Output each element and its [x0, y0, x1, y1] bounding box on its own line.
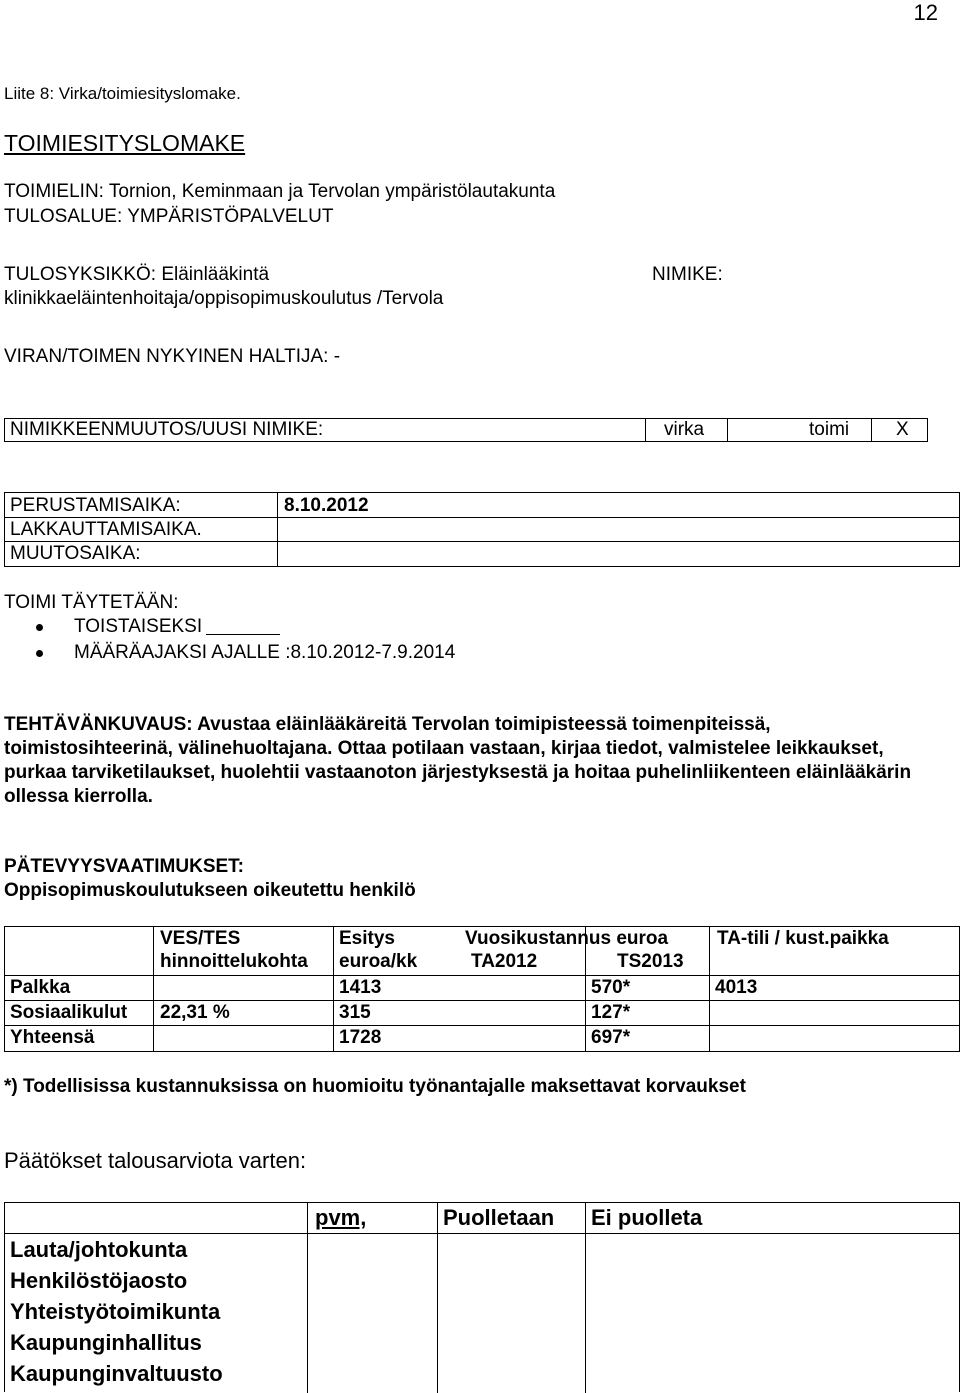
- patevyys-value: Oppisopimuskoulutukseen oikeutettu henkilö: [4, 880, 416, 901]
- row-label: Yhteensä: [10, 1027, 95, 1048]
- maaraajaksi-option: MÄÄRÄAJAKSI AJALLE :8.10.2012-7.9.2014: [74, 642, 456, 663]
- tulosalue: TULOSALUE: YMPÄRISTÖPALVELUT: [4, 206, 334, 227]
- lakkauttamisaika-label: LAKKAUTTAMISAIKA.: [10, 519, 202, 540]
- decision-body: Kaupunginvaltuusto: [10, 1361, 223, 1386]
- header-ts2013: TS2013: [617, 951, 684, 972]
- toimi-cell: [781, 419, 871, 441]
- virka-label: virka: [664, 419, 705, 440]
- page-number: 12: [913, 0, 938, 25]
- perustamisaika-label: PERUSTAMISAIKA:: [10, 495, 181, 516]
- decision-body: Henkilöstöjaosto: [10, 1268, 188, 1293]
- page-title: TOIMIESITYSLOMAKE: [4, 130, 246, 156]
- header-vuosikustannus: Vuosikustannus euroa: [465, 928, 669, 949]
- row-vuosi: 697*: [591, 1027, 631, 1048]
- bullet-icon: [36, 650, 43, 657]
- appendix-label: Liite 8: Virka/toimiesityslomake.: [4, 84, 241, 103]
- tehtavankuvaus-line: TEHTÄVÄNKUVAUS: Avustaa eläinlääkäreitä Tervolan toimipisteessä toimenpiteissä,: [4, 714, 771, 735]
- nykyinen-haltija: VIRAN/TOIMEN NYKYINEN HALTIJA: -: [4, 346, 341, 367]
- header-puolletaan: Puolletaan: [443, 1205, 555, 1230]
- tehtavankuvaus-line: purkaa tarviketilaukset, huolehtii vastaanoton järjestyksestä ja hoitaa puhelinliikenteen eläinlääkärin: [4, 762, 912, 783]
- row-label: Sosiaalikulut: [10, 1002, 128, 1023]
- toimielin: TOIMIELIN: Tornion, Keminmaan ja Tervolan ympäristölautakunta: [4, 181, 556, 202]
- decisions-title: Päätökset talousarviota varten:: [4, 1148, 307, 1173]
- header-ves: VES/TES: [160, 928, 241, 949]
- nimike-label: NIMIKE:: [652, 264, 723, 285]
- decision-body: Yhteistyötoimikunta: [10, 1299, 221, 1324]
- tehtavankuvaus-line: ollessa kierrolla.: [4, 786, 153, 807]
- virka-cell: [645, 419, 726, 441]
- patevyys-label: PÄTEVYYSVAATIMUKSET:: [4, 856, 244, 877]
- row-esitys: 1413: [339, 977, 382, 998]
- tulosyksikko-tarkenne: klinikkaeläintenhoitaja/oppisopimuskoulutus /Tervola: [4, 288, 444, 309]
- toimi-label: toimi: [809, 419, 850, 440]
- row-ves: 22,31 %: [160, 1002, 230, 1023]
- nimikemuutos-label: NIMIKKEENMUUTOS/UUSI NIMIKE:: [10, 419, 324, 440]
- header-ta-tili: TA-tili / kust.paikka: [717, 928, 889, 949]
- row-tili: 4013: [715, 977, 758, 998]
- header-esitys: Esitys: [339, 928, 395, 949]
- toimi-check-cell[interactable]: [871, 419, 928, 441]
- bullet-icon: [36, 624, 43, 631]
- row-esitys: 1728: [339, 1027, 382, 1048]
- toimi-mark: X: [896, 419, 909, 440]
- row-label: Palkka: [10, 977, 71, 998]
- header-ta2012: TA2012: [471, 951, 538, 972]
- row-vuosi: 570*: [591, 977, 631, 998]
- header-esitys-2: euroa/kk: [339, 951, 418, 972]
- row-esitys: 315: [339, 1002, 371, 1023]
- decision-body: Kaupunginhallitus: [10, 1330, 202, 1355]
- tehtavankuvaus-line: toimistosihteerinä, välinehuoltajana. Ottaa potilaan vastaan, kirjaa tiedot, valmistelee leikkaukset,: [4, 738, 884, 759]
- header-pvm: pvm,: [315, 1205, 367, 1230]
- decision-body: Lauta/johtokunta: [10, 1237, 188, 1262]
- nimikemuutos-row: [4, 418, 928, 442]
- footnote: *) Todellisissa kustannuksissa on huomioitu työnantajalle maksettavat korvaukset: [4, 1076, 746, 1097]
- perustamisaika-value: 8.10.2012: [284, 495, 369, 516]
- toistaiseksi-option: TOISTAISEKSI: [74, 616, 280, 638]
- header-ves-2: hinnoittelukohta: [160, 951, 308, 972]
- tulosyksikko: TULOSYKSIKKÖ: Eläinlääkintä: [4, 264, 270, 285]
- decisions-table: [4, 1202, 960, 1392]
- row-vuosi: 127*: [591, 1002, 631, 1023]
- taytetaan-label: TOIMI TÄYTETÄÄN:: [4, 592, 179, 613]
- dates-table: [4, 492, 960, 567]
- muutosaika-label: MUUTOSAIKA:: [10, 543, 141, 564]
- header-ei-puolleta: Ei puolleta: [591, 1205, 703, 1230]
- cost-table: [4, 926, 960, 1052]
